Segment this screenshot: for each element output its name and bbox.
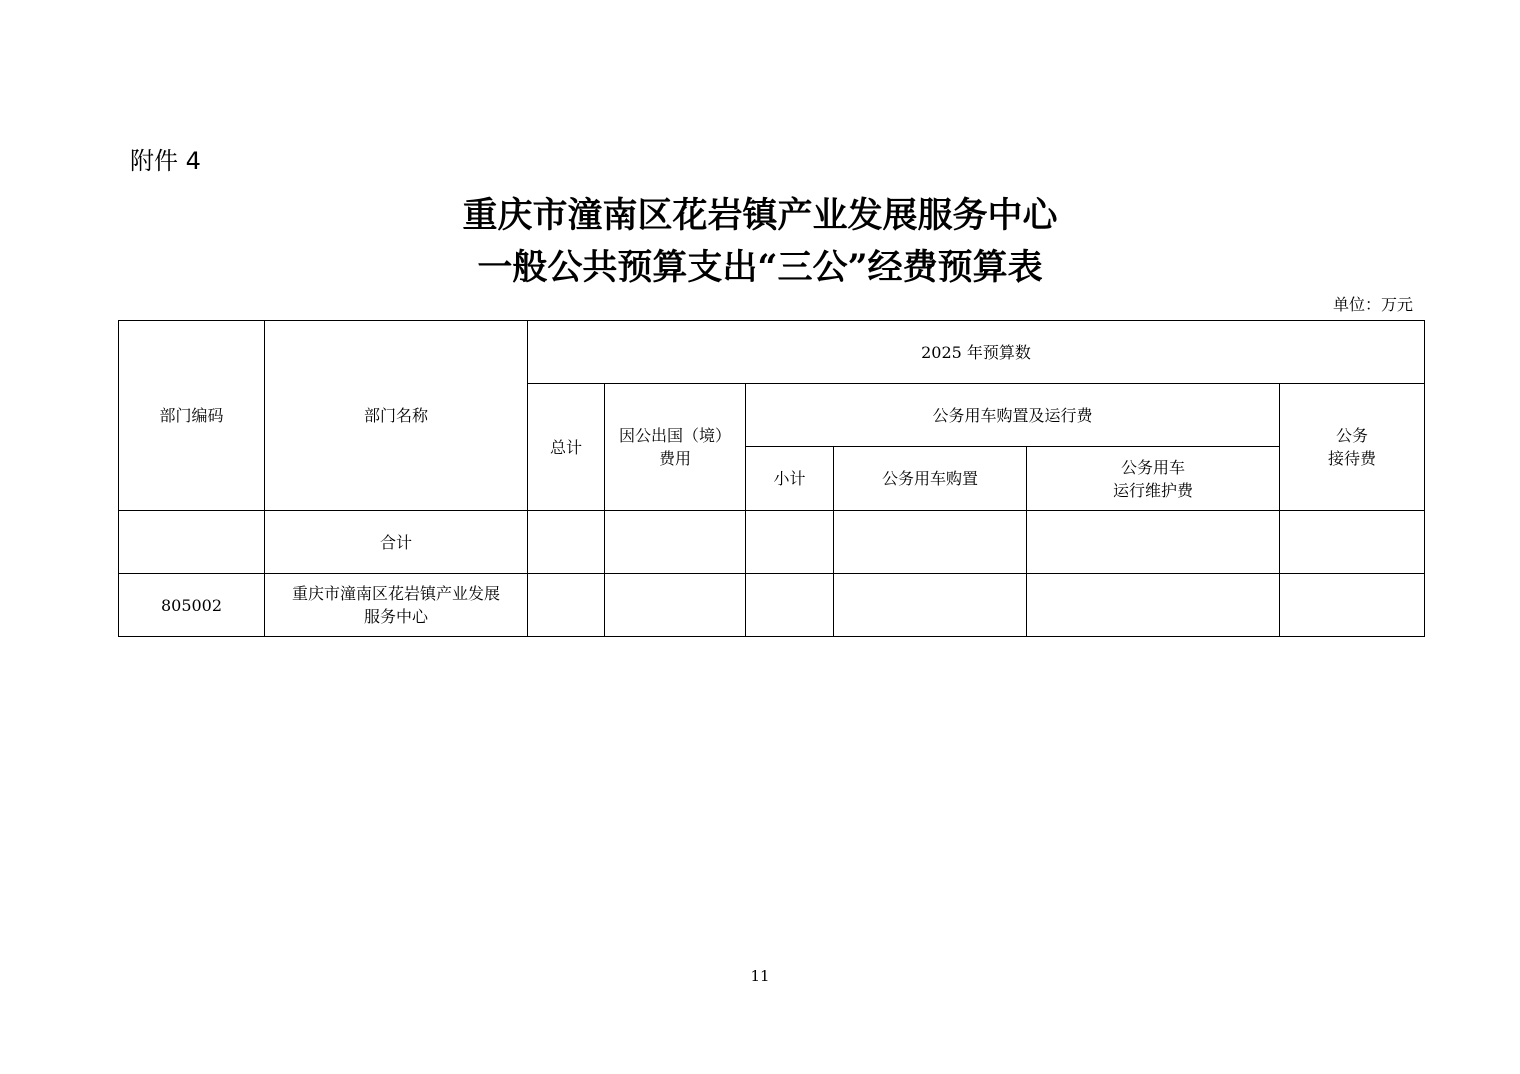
header-vehicle-operation (1027, 447, 1280, 511)
cell-reception (1280, 511, 1425, 574)
cell-vehicle-subtotal (746, 511, 834, 574)
cell-dept-name (265, 511, 528, 574)
cell-dept-code (119, 511, 265, 574)
header-overseas-line2: 费用 (658, 449, 691, 468)
cell-reception (1280, 574, 1425, 637)
header-total: 总计 (528, 384, 605, 511)
cell-dept-code: 805002 (119, 574, 265, 637)
header-row-1 (119, 321, 1425, 384)
cell-dept-name-line1: 合计 (379, 532, 412, 552)
budget-table (118, 320, 1425, 637)
header-dept-name: 部门名称 (265, 321, 528, 511)
header-vehicle-subtotal: 小计 (746, 447, 834, 511)
cell-dept-name (265, 574, 528, 637)
page-number: 11 (750, 967, 770, 985)
header-reception (1280, 384, 1425, 511)
header-vehicle-operation-line2: 运行维护费 (1112, 480, 1193, 500)
cell-overseas (605, 574, 746, 637)
cell-vehicle-subtotal (746, 574, 834, 637)
header-budget-year: 2025 年预算数 (528, 321, 1425, 384)
header-reception-line1: 公务 (1336, 426, 1369, 445)
cell-total (528, 511, 605, 574)
header-vehicle-operation-line1: 公务用车 (1120, 457, 1185, 477)
header-reception-line2: 接待费 (1328, 449, 1377, 468)
header-vehicle-group: 公务用车购置及运行费 (746, 384, 1280, 447)
table-row (119, 574, 1425, 637)
document-title-line-1: 重庆市潼南区花岩镇产业发展服务中心 (462, 195, 1058, 236)
cell-vehicle-operation (1027, 574, 1280, 637)
header-overseas-line1: 因公出国（境） (618, 426, 731, 445)
header-vehicle-purchase: 公务用车购置 (834, 447, 1027, 511)
table-row-total (119, 511, 1425, 574)
header-dept-code: 部门编码 (119, 321, 265, 511)
cell-vehicle-purchase (834, 574, 1027, 637)
cell-dept-name-line1: 重庆市潼南区花岩镇产业发展 (291, 584, 500, 603)
unit-label: 单位：万元 (1332, 295, 1413, 314)
header-overseas (605, 384, 746, 511)
cell-dept-name-line2: 服务中心 (363, 607, 428, 626)
cell-vehicle-purchase (834, 511, 1027, 574)
attachment-label: 附件 4 (130, 147, 201, 175)
cell-overseas (605, 511, 746, 574)
cell-vehicle-operation (1027, 511, 1280, 574)
document-title-line-2: 一般公共预算支出“三公”经费预算表 (477, 247, 1043, 288)
cell-total (528, 574, 605, 637)
